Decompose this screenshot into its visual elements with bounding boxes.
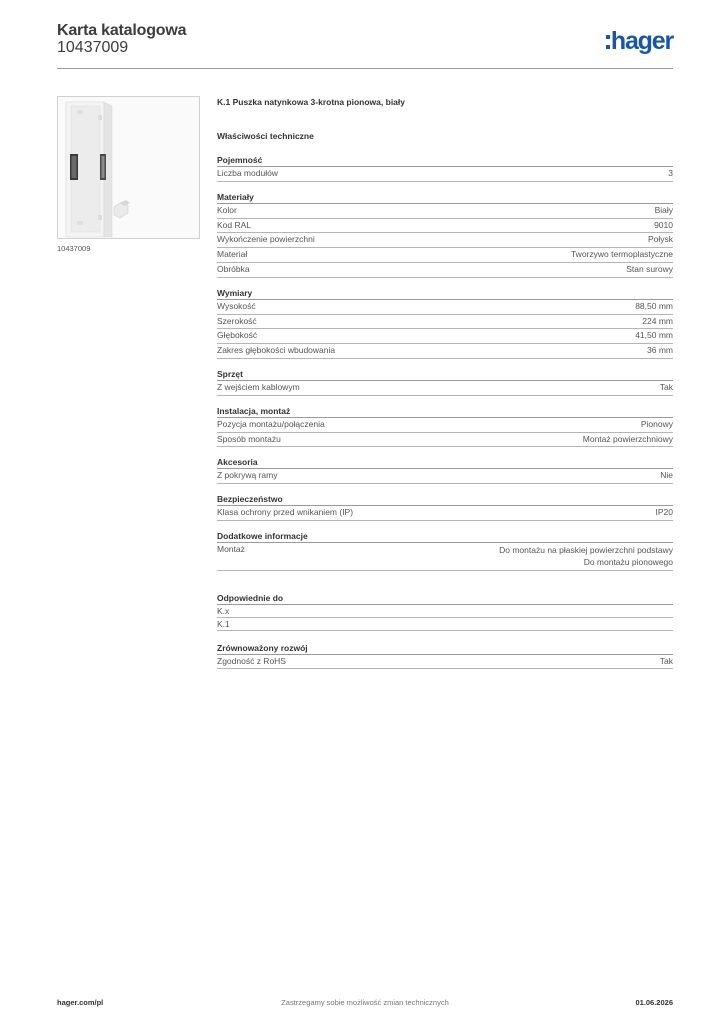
footer-date: 01.06.2026	[635, 998, 673, 1007]
spec-value-line: Do montażu na płaskiej powierzchni podstawy	[499, 544, 673, 555]
image-caption: 10437009	[57, 244, 91, 253]
spec-row	[217, 219, 673, 234]
footer-website: hager.com/pl	[57, 998, 104, 1007]
product-image	[57, 96, 200, 239]
product-name: K.1 Puszka natynkowa 3-krotna pionowa, biały	[217, 97, 405, 107]
spec-label: Liczba modułów	[217, 168, 278, 178]
group-akcesoria	[217, 455, 673, 484]
spec-label: Montaż	[217, 543, 245, 554]
spec-label: Zgodność z RoHS	[217, 655, 286, 666]
spec-value: Biały	[654, 204, 673, 215]
spec-value: IP20	[655, 507, 673, 518]
spec-row	[217, 204, 673, 219]
spec-value-line: Do montażu pionowego	[583, 556, 673, 567]
spec-value-multiline	[499, 543, 673, 568]
footer-disclaimer: Zastrzegamy sobie możliwość zmian technicznych	[281, 998, 449, 1007]
spec-label: Z pokrywą ramy	[217, 470, 278, 481]
compatible-item: K.x	[217, 605, 673, 618]
group-title: Odpowiednie do	[217, 591, 673, 605]
spec-value: Tak	[659, 655, 673, 666]
group-title: Sprzęt	[217, 367, 673, 381]
spec-label: Głębokość	[217, 330, 258, 341]
spec-row	[217, 329, 673, 344]
spec-row	[217, 469, 673, 484]
spec-value: Montaż powierzchniowy	[582, 433, 673, 444]
spec-value: Stan surowy	[626, 263, 673, 274]
spec-value: Nie	[660, 470, 673, 481]
spec-row	[217, 248, 673, 263]
spec-label: Obróbka	[217, 263, 250, 274]
spec-row	[217, 418, 673, 433]
spec-value: 3	[668, 168, 673, 178]
group-title: Zrównoważony rozwój	[217, 641, 673, 655]
specification-content	[217, 96, 673, 677]
spec-value: 36 mm	[647, 345, 673, 356]
logo-dots-icon	[606, 35, 610, 49]
hager-logo	[606, 28, 673, 54]
spec-row	[217, 300, 673, 315]
spec-label: Sposób montażu	[217, 433, 281, 444]
group-dodatkowe-informacje	[217, 529, 673, 571]
group-title: Bezpieczeństwo	[217, 492, 673, 506]
spec-value: Połysk	[647, 234, 673, 245]
group-odpowiednie-do	[217, 591, 673, 631]
document-number: 10437009	[57, 39, 129, 56]
spec-row	[217, 263, 673, 278]
spec-label: Wysokość	[217, 300, 256, 311]
spec-row	[217, 315, 673, 330]
spec-value: Pionowy	[640, 418, 673, 429]
spec-label: Szerokość	[217, 315, 257, 326]
spec-value: Tworzywo termoplastyczne	[570, 249, 673, 260]
group-title: Wymiary	[217, 286, 673, 300]
group-title: Dodatkowe informacje	[217, 529, 673, 543]
spec-label: Z wejściem kablowym	[217, 381, 300, 392]
group-sprzet	[217, 367, 673, 396]
spec-row	[217, 543, 673, 571]
section-title: Właściwości techniczne	[217, 131, 314, 141]
spec-row	[217, 167, 673, 182]
spec-value: 41,50 mm	[635, 330, 673, 341]
spec-label: Wykończenie powierzchni	[217, 234, 315, 245]
spec-row	[217, 381, 673, 396]
spec-label: Klasa ochrony przed wnikaniem (IP)	[217, 507, 354, 518]
logo-text: hager	[610, 27, 673, 55]
group-bezpieczenstwo	[217, 492, 673, 521]
spec-row	[217, 233, 673, 248]
group-zrownowazony-rozwoj	[217, 641, 673, 670]
group-title: Akcesoria	[217, 455, 673, 469]
group-title: Pojemność	[217, 153, 673, 167]
junction-box-illustration	[58, 97, 199, 238]
group-title: Materiały	[217, 190, 673, 204]
document-title: Karta katalogowa	[57, 22, 187, 39]
group-pojemnosc	[217, 153, 673, 182]
spec-row	[217, 344, 673, 359]
group-instalacja	[217, 404, 673, 448]
group-materialy	[217, 190, 673, 278]
group-title: Instalacja, montaż	[217, 404, 673, 418]
group-wymiary	[217, 286, 673, 359]
spec-value: 9010	[654, 219, 673, 230]
spec-label: Zakres głębokości wbudowania	[217, 345, 336, 356]
page-header	[57, 20, 673, 69]
spec-label: Kolor	[217, 204, 237, 215]
spec-value: Tak	[659, 381, 673, 392]
compatible-item: K.1	[217, 618, 673, 631]
spec-value: 224 mm	[642, 315, 673, 326]
spec-row	[217, 433, 673, 448]
spec-row	[217, 506, 673, 521]
spec-value: 88,50 mm	[635, 300, 673, 311]
spec-row	[217, 655, 673, 670]
spec-label: Pozycja montażu/połączenia	[217, 418, 325, 429]
spec-label: Kod RAL	[217, 219, 252, 230]
spec-label: Materiał	[217, 249, 248, 260]
